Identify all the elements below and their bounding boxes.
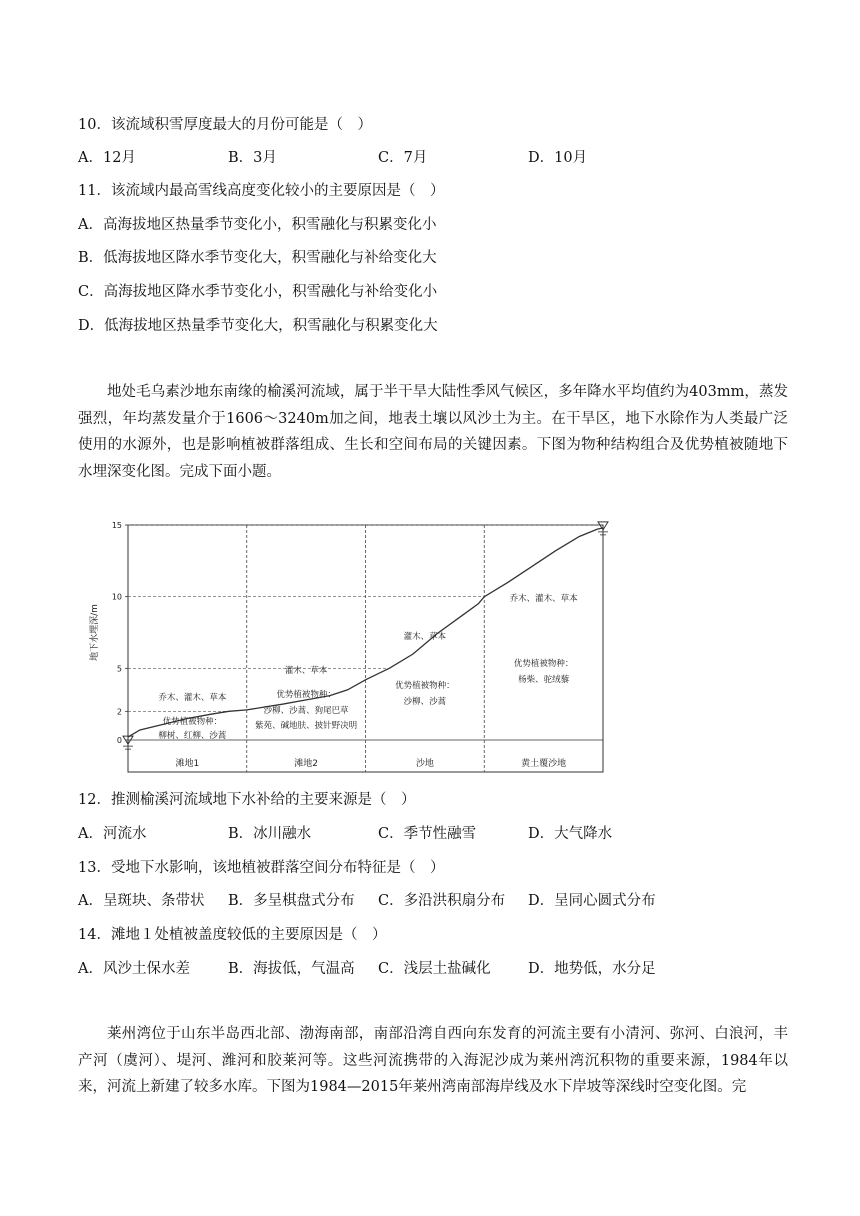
groundwater-vegetation-chart (88, 514, 618, 776)
q13-option-a[interactable]: A．呈斑块、条带状 (78, 893, 205, 909)
q14-option-d[interactable]: D．地势低，水分足 (528, 961, 656, 977)
q13-option-c[interactable]: C．多沿洪积扇分布 (378, 893, 506, 909)
q14-option-c[interactable]: C．浅层土盐碱化 (378, 961, 491, 977)
y-tick-label: 15 (111, 521, 122, 530)
q14-option-a[interactable]: A．风沙土保水差 (78, 961, 190, 977)
zone1-dominant-species: 柳树、红柳、沙蒿 (158, 731, 227, 741)
q13-option-b[interactable]: B．多呈棋盘式分布 (228, 893, 355, 909)
zone-name-label: 滩地2 (294, 759, 318, 769)
y-tick-label: 2 (116, 707, 122, 717)
q12-option-a[interactable]: A．河流水 (78, 826, 147, 842)
q11-option-b[interactable]: B．低海拔地区降水季节变化大，积雪融化与补给变化大 (78, 250, 437, 266)
q13-option-d[interactable]: D．呈同心圆式分布 (528, 893, 656, 909)
zone2-dominant-species-2: 紫苑、碱地肤、披针野决明 (255, 721, 358, 731)
q10-option-c[interactable]: C．7月 (378, 150, 428, 166)
q14-stem: 14．滩地１处植被盖度较低的主要原因是（ ） (78, 927, 387, 943)
zone2-dominant-species-1: 沙柳、沙蒿、狗尾巴草 (263, 706, 349, 716)
q10-option-b[interactable]: B．3月 (228, 150, 277, 166)
zone4-dominant-species: 杨柴、驼绒藜 (518, 675, 570, 685)
zone3-dominant-species: 沙柳、沙蒿 (403, 697, 447, 707)
q13-stem: 13．受地下水影响，该地植被群落空间分布特征是（ ） (78, 860, 445, 876)
y-tick-label: 5 (116, 664, 122, 674)
zone-name-label: 滩地1 (175, 759, 200, 769)
zone1-dominant-title: 优势植被物种： (162, 717, 223, 727)
q12-option-d[interactable]: D．大气降水 (528, 826, 613, 842)
zone-name-label: 黄土覆沙地 (521, 759, 567, 769)
q11-option-c[interactable]: C．高海拔地区降水季节变化小，积雪融化与补给变化小 (78, 284, 438, 300)
q10-option-d[interactable]: D．10月 (528, 150, 588, 166)
zone3-community-label: 灌木、草本 (403, 632, 447, 642)
zone2-community-label: 灌木、草本 (284, 666, 328, 676)
q10-option-a[interactable]: A．12月 (78, 150, 136, 166)
zone1-community-label: 乔木、灌木、草本 (158, 693, 227, 703)
q11-stem: 11．该流域内最高雪线高度变化较小的主要原因是（ ） (78, 183, 445, 199)
zone3-dominant-title: 优势植被物种： (395, 681, 455, 691)
q12-stem: 12．推测榆溪河流域地下水补给的主要来源是（ ） (78, 792, 416, 808)
zone4-dominant-title: 优势植被物种： (513, 659, 574, 669)
q12-option-c[interactable]: C．季节性融雪 (378, 826, 477, 842)
q12-option-b[interactable]: B．冰川融水 (228, 826, 312, 842)
zone-name-label: 沙地 (415, 759, 434, 769)
y-tick-label: 0 (116, 736, 122, 745)
y-tick-label: 10 (111, 592, 122, 602)
zone2-dominant-title: 优势植被物种： (276, 690, 336, 700)
passage-yuxi-river: 地处毛乌素沙地东南缘的榆溪河流域，属于半干旱大陆性季风气候区，多年降水平均值约为403mm，蒸发强烈，年均蒸发量介于1606～3240m加之间，地表土壤以风沙土为主。在干旱区，地下水除作为人类最广泛使用的水源外，也是影响植被群落组成、生长和空间布局的关键因素。下图为物种结构组合及优势植被随地下水埋深变化图。完成下面小题。 (78, 384, 788, 480)
q10-stem: 10．该流域积雪厚度最大的月份可能是（ ） (78, 117, 372, 133)
y-axis-label: 地下水埋深/m (90, 604, 100, 661)
zone4-community-label: 乔木、灌木、草本 (509, 594, 578, 604)
passage-laizhou-bay: 莱州湾位于山东半岛西北部、渤海南部，南部沿湾自西向东发育的河流主要有小清河、弥河、白浪河，丰产河（虞河）、堤河、潍河和胶莱河等。这些河流携带的入海泥沙成为莱州湾沉积物的重要来源，1984年以来，河流上新建了较多水库。下图为1984—2015年莱州湾南部海岸线及水下岸坡等深线时空变化图。完 (78, 1026, 788, 1095)
q11-option-a[interactable]: A．高海拔地区热量季节变化小，积雪融化与积累变化小 (78, 217, 437, 233)
q11-option-d[interactable]: D．低海拔地区热量季节变化大，积雪融化与积累变化大 (78, 318, 438, 334)
q14-option-b[interactable]: B．海拔低，气温高 (228, 961, 355, 977)
